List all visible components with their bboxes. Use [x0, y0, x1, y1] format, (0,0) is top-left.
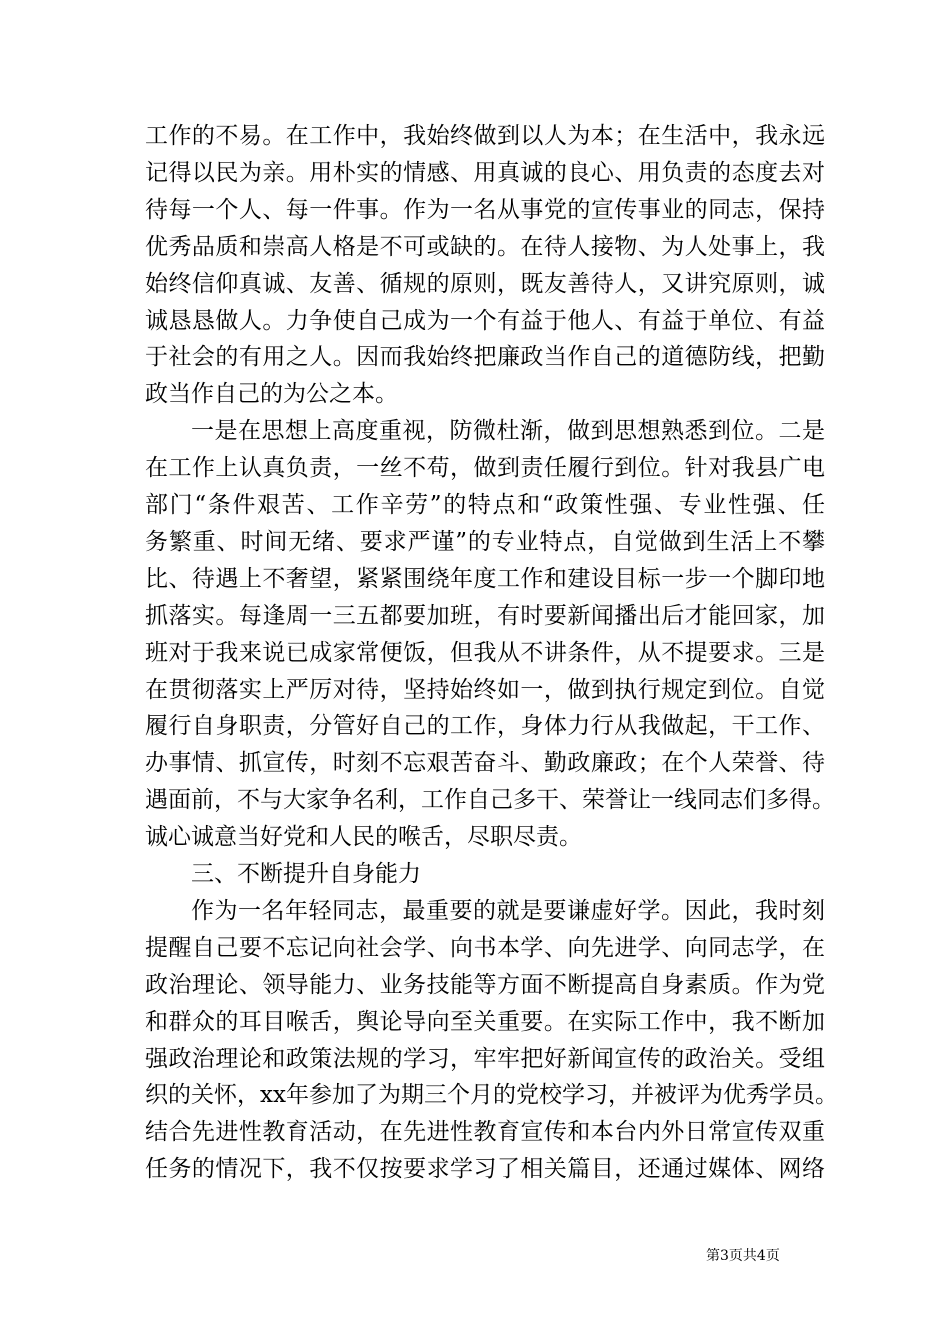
text-line: 优秀品质和崇高人格是不可或缺的。在待人接物、为人处事上，我 — [145, 233, 825, 260]
text-line: 记得以民为亲。用朴实的情感、用真诚的良心、用负责的态度去对 — [145, 159, 825, 186]
text-line: 和群众的耳目喉舌，舆论导向至关重要。在实际工作中，我不断加 — [145, 1008, 825, 1035]
text-line: 政治理论、领导能力、业务技能等方面不断提高自身素质。作为党 — [145, 971, 825, 998]
text-line: 诚恳恳做人。力争使自己成为一个有益于他人、有益于单位、有益 — [145, 307, 825, 334]
text-line: 遇面前，不与大家争名利，工作自己多干、荣誉让一线同志们多得。 — [145, 787, 835, 814]
text-line: 三、不断提升自身能力 — [191, 861, 421, 887]
text-line: 工作的不易。在工作中，我始终做到以人为本；在生活中，我永远 — [145, 123, 825, 149]
text-line: 政当作自己的为公之本。 — [145, 381, 398, 408]
text-line: 班对于我来说已成家常便饭，但我从不讲条件，从不提要求。三是 — [145, 639, 825, 666]
text-line: 一是在思想上高度重视，防微杜渐，做到思想熟悉到位。二是 — [191, 418, 825, 445]
text-line: 作为一名年轻同志，最重要的就是要谦虚好学。因此，我时刻 — [191, 897, 825, 924]
text-line: 务繁重、时间无绪、要求严谨”的专业特点，自觉做到生活上不攀 — [145, 528, 825, 555]
text-line: 在工作上认真负责，一丝不苟，做到责任履行到位。针对我县广电 — [145, 455, 825, 482]
text-line: 提醒自己要不忘记向社会学、向书本学、向先进学、向同志学，在 — [145, 934, 825, 961]
page-number: 第3页共4页 — [706, 1248, 780, 1264]
text-line: 任务的情况下，我不仅按要求学习了相关篇目，还通过媒体、网络 — [145, 1156, 825, 1183]
text-line: 待每一个人、每一件事。作为一名从事党的宣传事业的同志，保持 — [145, 196, 825, 223]
text-line: 抓落实。每逢周一三五都要加班，有时要新闻播出后才能回家，加 — [145, 602, 825, 629]
text-line: 履行自身职责，分管好自己的工作，身体力行从我做起，干工作、 — [145, 713, 825, 740]
text-line: 诚心诚意当好党和人民的喉舌，尽职尽责。 — [145, 824, 582, 851]
text-line: 部门“条件艰苦、工作辛劳”的特点和“政策性强、专业性强、任 — [145, 492, 825, 518]
text-line: 办事情、抓宣传，时刻不忘艰苦奋斗、勤政廉政；在个人荣誉、待 — [145, 750, 825, 777]
text-line: 始终信仰真诚、友善、循规的原则，既友善待人，又讲究原则，诚 — [145, 270, 825, 297]
text-line: 强政治理论和政策法规的学习，牢牢把好新闻宣传的政治关。受组 — [145, 1045, 825, 1072]
text-line: 结合先进性教育活动，在先进性教育宣传和本台内外日常宣传双重 — [145, 1119, 825, 1146]
text-line: 比、待遇上不奢望，紧紧围绕年度工作和建设目标一步一个脚印地 — [145, 565, 825, 592]
text-line: 在贯彻落实上严厉对待，坚持始终如一，做到执行规定到位。自觉 — [145, 676, 825, 703]
text-line: 于社会的有用之人。因而我始终把廉政当作自己的道德防线，把勤 — [145, 344, 825, 371]
text-line: 织的关怀，xx年参加了为期三个月的党校学习，并被评为优秀学员。 — [145, 1082, 838, 1109]
